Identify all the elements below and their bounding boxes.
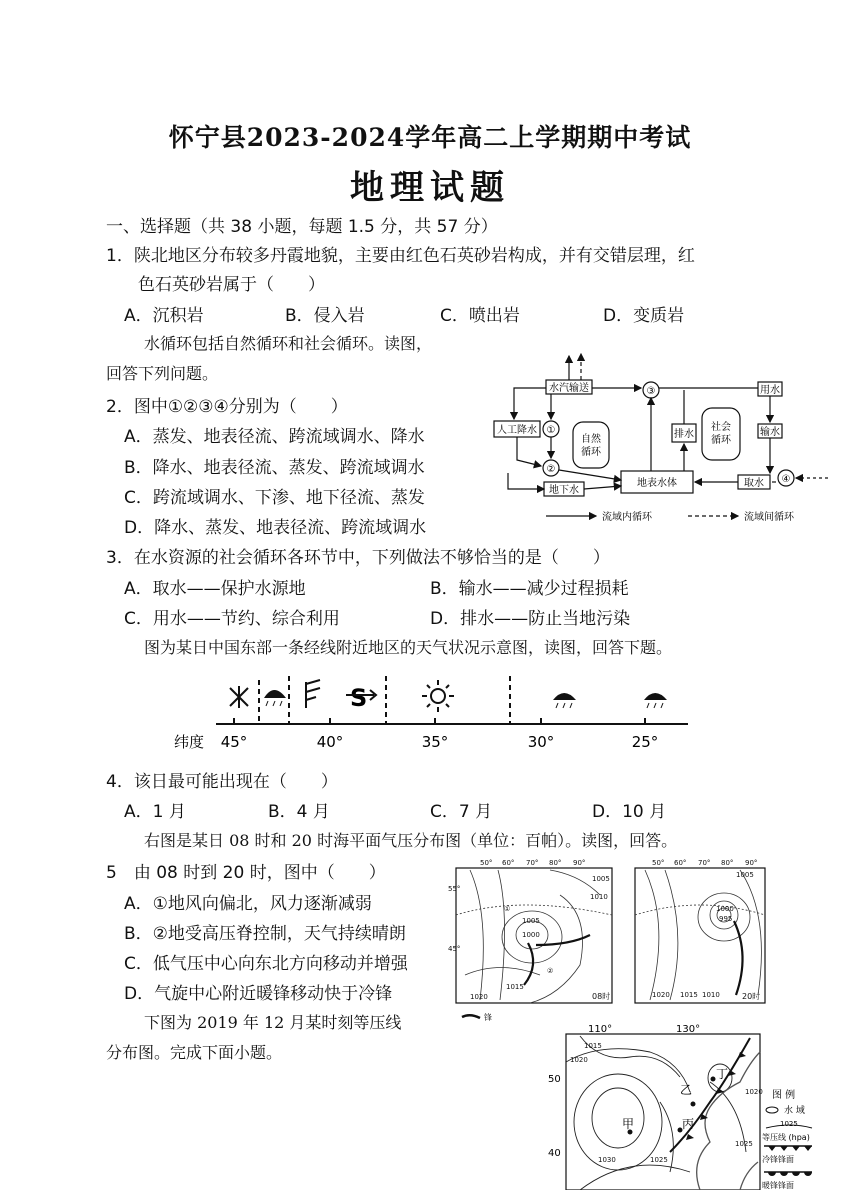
legend-warm-front-icon <box>764 1172 812 1176</box>
box-intake: 取水 <box>744 478 764 489</box>
lon-130: 130° <box>676 1024 701 1035</box>
iso-1025b: 1025 <box>735 1140 753 1148</box>
tick-40: 40° <box>316 733 344 751</box>
q1-option-c: C．喷出岩 <box>440 306 520 326</box>
q3-option-c: C．用水——节约、综合利用 <box>124 609 340 629</box>
iso-1025a: 1025 <box>650 1156 668 1164</box>
lon-90: 90° <box>573 859 586 867</box>
svg-text:S: S <box>350 684 368 712</box>
tick-25: 25° <box>631 733 659 751</box>
iso-20-1015: 1015 <box>680 991 698 999</box>
q2-stem: 2．图中①②③④分别为（ ） <box>106 397 348 417</box>
iso-1020a: 1020 <box>570 1056 588 1064</box>
water-cycle-diagram <box>488 348 833 526</box>
iso-08-1005a: 1005 <box>592 875 610 883</box>
time-20: 20时 <box>742 992 761 1001</box>
legend-warm: 暖锋锋面 <box>762 1181 794 1190</box>
q2-option-b: B．降水、地表径流、蒸发、跨流域调水 <box>124 458 425 478</box>
shower-icon <box>553 693 576 708</box>
lon-50: 50° <box>480 859 493 867</box>
lat-55: 55° <box>448 885 461 893</box>
exam-title: 怀宁县2023-2024学年高二上学期期中考试 <box>168 123 692 152</box>
box-drain: 排水 <box>674 429 694 440</box>
lon-70: 70° <box>526 859 539 867</box>
shower-icon-2 <box>644 693 667 708</box>
iso-1020b: 1020 <box>745 1088 763 1096</box>
svg-text:70°: 70° <box>698 859 711 867</box>
sandstorm-icon <box>346 684 376 712</box>
tick-45: 45° <box>220 733 248 751</box>
pressure-intro: 右图是某日 08 时和 20 时海平面气压分布图（单位：百帕）。读图，回答。 <box>144 831 678 850</box>
iso-08-1005b: 1005 <box>522 917 540 925</box>
isobar-lines <box>566 1036 746 1190</box>
svg-text:50°: 50° <box>652 859 665 867</box>
lat-45: 45° <box>448 945 461 953</box>
map-20-isobars <box>635 870 765 1000</box>
q1-stem-line2: 色石英砂岩属于（ ） <box>138 275 325 295</box>
weather-strip-diagram <box>168 668 698 756</box>
rain-icon <box>264 690 286 706</box>
q5-option-b: B．②地受高压脊控制，天气持续晴朗 <box>124 924 406 944</box>
q3-stem: 3．在水资源的社会循环各环节中，下列做法不够恰当的是（ ） <box>106 548 610 568</box>
legend-isobar: 等压线 (hpa) <box>762 1133 810 1142</box>
lon-60: 60° <box>502 859 515 867</box>
front-legend-label: 锋 <box>484 1013 492 1022</box>
front-legend-symbol <box>462 1015 480 1018</box>
marker-1: ① <box>546 425 556 436</box>
axis-label: 纬度 <box>174 733 205 751</box>
q4-stem: 4．该日最可能出现在（ ） <box>106 772 338 792</box>
q4-option-a: A．1 月 <box>124 802 186 822</box>
svg-text:80°: 80° <box>721 859 734 867</box>
iso-20-1010: 1010 <box>702 991 720 999</box>
svg-text:90°: 90° <box>745 859 758 867</box>
svg-text:60°: 60° <box>674 859 687 867</box>
box-artificial-rain: 人工降水 <box>497 425 537 436</box>
q5-option-a: A．①地风向偏北，风力逐渐减弱 <box>124 894 372 914</box>
iso-08-1000: 1000 <box>522 931 540 939</box>
snow-icon <box>230 686 248 708</box>
q4-option-d: D．10 月 <box>592 802 667 822</box>
box-groundwater: 地下水 <box>549 485 579 496</box>
box-use: 用水 <box>760 385 780 396</box>
map-20-front <box>734 921 743 995</box>
q3-option-d: D．排水——防止当地污染 <box>430 609 631 629</box>
lat-40: 40 <box>548 1148 561 1159</box>
social-loop-2: 循环 <box>711 435 731 446</box>
marker-2: ② <box>546 464 556 475</box>
water-intro-line2: 回答下列问题。 <box>106 364 219 383</box>
isobar-intro-line2: 分布图。完成下面小题。 <box>106 1043 283 1062</box>
iso-20-1000: 1000 <box>716 905 734 913</box>
coastline <box>697 1052 760 1190</box>
legend-cold-front-icon <box>764 1146 812 1151</box>
q5-option-c: C．低气压中心向东北方向移动并增强 <box>124 954 408 974</box>
natural-loop-2: 循环 <box>581 447 601 458</box>
q5-option-d: D．气旋中心附近暖锋移动快于冷锋 <box>124 984 393 1004</box>
wind-icon <box>306 680 320 708</box>
box-vapor: 水汽输送 <box>549 383 589 394</box>
place-bing: 丙 <box>682 1117 695 1131</box>
social-loop-1: 社会 <box>711 422 731 433</box>
iso-20-1020: 1020 <box>652 991 670 999</box>
tick-30: 30° <box>527 733 555 751</box>
marker-08-2: ② <box>547 967 554 975</box>
map-20-frame <box>635 868 765 1003</box>
q3-option-b: B．输水——减少过程损耗 <box>430 579 629 599</box>
q4-option-c: C．7 月 <box>430 802 493 822</box>
legend-iso-value: 1025 <box>780 1120 798 1128</box>
q1-option-d: D．变质岩 <box>603 306 685 326</box>
legend-cold: 冷锋锋面 <box>762 1155 794 1164</box>
iso-1015: 1015 <box>584 1042 602 1050</box>
pressure-maps <box>440 855 770 1025</box>
box-transport: 输水 <box>760 427 780 438</box>
q1-stem-line1: 1．陕北地区分布较多丹霞地貌，主要由红色石英砂岩构成，并有交错层理，红 <box>106 246 695 266</box>
iso-08-1010: 1010 <box>590 893 608 901</box>
legend-water-icon <box>766 1107 778 1113</box>
place-jia: 甲 <box>622 1117 635 1131</box>
q1-option-a: A．沉积岩 <box>124 306 204 326</box>
natural-loop-1: 自然 <box>581 434 601 445</box>
iso-1030: 1030 <box>598 1156 616 1164</box>
place-ding: 丁 <box>716 1067 729 1081</box>
marker-3: ③ <box>646 386 656 397</box>
subject-title: 地理试题 <box>350 168 510 208</box>
iso-20-995: 995 <box>719 915 733 923</box>
box-surface-water: 地表水体 <box>637 478 677 489</box>
sun-icon <box>422 680 454 712</box>
lon-110: 110° <box>588 1024 613 1035</box>
q4-option-b: B．4 月 <box>268 802 330 822</box>
isobar-map <box>540 1022 858 1190</box>
q5-stem: 5 由 08 时到 20 时，图中（ ） <box>106 863 386 883</box>
place-yi: 乙 <box>680 1083 693 1097</box>
lon-80: 80° <box>549 859 562 867</box>
marker-4: ④ <box>781 474 791 485</box>
legend-title: 图 例 <box>772 1090 796 1101</box>
legend-water: 水 域 <box>784 1106 805 1116</box>
time-08: 08时 <box>592 992 611 1001</box>
iso-08-1015: 1015 <box>506 983 524 991</box>
weather-intro: 图为某日中国东部一条经线附近地区的天气状况示意图，读图，回答下题。 <box>144 638 673 657</box>
q2-option-a: A．蒸发、地表径流、跨流域调水、降水 <box>124 427 425 447</box>
legend-outer: 流域间循环 <box>744 512 794 523</box>
lat-50: 50 <box>548 1074 561 1085</box>
q3-option-a: A．取水——保护水源地 <box>124 579 306 599</box>
q1-option-b: B．侵入岩 <box>285 306 365 326</box>
section-heading: 一、选择题（共 38 小题，每题 1.5 分，共 57 分） <box>106 217 498 237</box>
q2-option-c: C．跨流域调水、下渗、地下径流、蒸发 <box>124 488 425 508</box>
marker-08-1: ① <box>504 905 511 913</box>
q2-option-d: D．降水、蒸发、地表径流、跨流域调水 <box>124 518 427 538</box>
iso-20-1005: 1005 <box>736 871 754 879</box>
legend-inner: 流域内循环 <box>602 512 652 523</box>
water-intro-line1: 水循环包括自然循环和社会循环。读图， <box>144 334 433 353</box>
isobar-intro-line1: 下图为 2019 年 12 月某时刻等压线 <box>144 1013 402 1032</box>
map-08-front <box>524 943 533 985</box>
iso-08-1020: 1020 <box>470 993 488 1001</box>
tick-35: 35° <box>421 733 449 751</box>
